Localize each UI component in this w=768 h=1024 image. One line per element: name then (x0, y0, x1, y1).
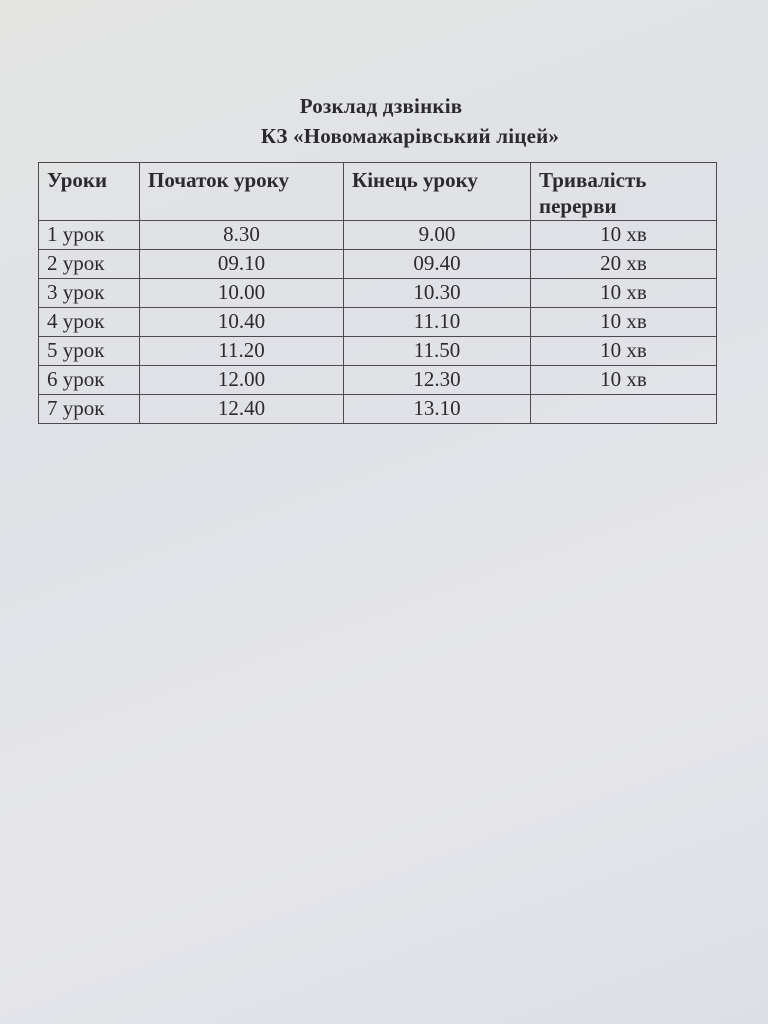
document-subtitle: КЗ «Новомажарівський ліцей» (260, 124, 560, 148)
cell-lesson: 7 урок (39, 395, 140, 424)
cell-lesson: 1 урок (39, 221, 140, 250)
cell-break: 10 хв (531, 308, 717, 337)
table-header-row (39, 163, 717, 221)
cell-break: 10 хв (531, 221, 717, 250)
cell-start: 10.40 (140, 308, 344, 337)
cell-end: 10.30 (344, 279, 531, 308)
header-break: Тривалість перерви (531, 163, 717, 221)
cell-lesson: 4 урок (39, 308, 140, 337)
cell-end: 09.40 (344, 250, 531, 279)
cell-break: 10 хв (531, 366, 717, 395)
cell-start: 09.10 (140, 250, 344, 279)
cell-lesson: 6 урок (39, 366, 140, 395)
cell-start: 8.30 (140, 221, 344, 250)
cell-lesson: 2 урок (39, 250, 140, 279)
table-row (39, 366, 717, 395)
cell-break: 10 хв (531, 279, 717, 308)
header-lessons: Уроки (39, 163, 140, 221)
table-row (39, 279, 717, 308)
cell-start: 12.00 (140, 366, 344, 395)
header-start: Початок уроку (140, 163, 344, 221)
cell-start: 12.40 (140, 395, 344, 424)
cell-start: 10.00 (140, 279, 344, 308)
cell-end: 12.30 (344, 366, 531, 395)
table-row (39, 250, 717, 279)
table-row (39, 221, 717, 250)
document-title: Розклад дзвінків (299, 94, 463, 118)
cell-lesson: 3 урок (39, 279, 140, 308)
table-row (39, 337, 717, 366)
table-row (39, 395, 717, 424)
cell-end: 11.10 (344, 308, 531, 337)
cell-start: 11.20 (140, 337, 344, 366)
cell-break: 10 хв (531, 337, 717, 366)
cell-end: 13.10 (344, 395, 531, 424)
table-row (39, 308, 717, 337)
header-end: Кінець уроку (344, 163, 531, 221)
cell-end: 9.00 (344, 221, 531, 250)
cell-end: 11.50 (344, 337, 531, 366)
cell-break (531, 395, 717, 424)
cell-break: 20 хв (531, 250, 717, 279)
cell-lesson: 5 урок (39, 337, 140, 366)
bell-schedule-table (38, 162, 717, 424)
